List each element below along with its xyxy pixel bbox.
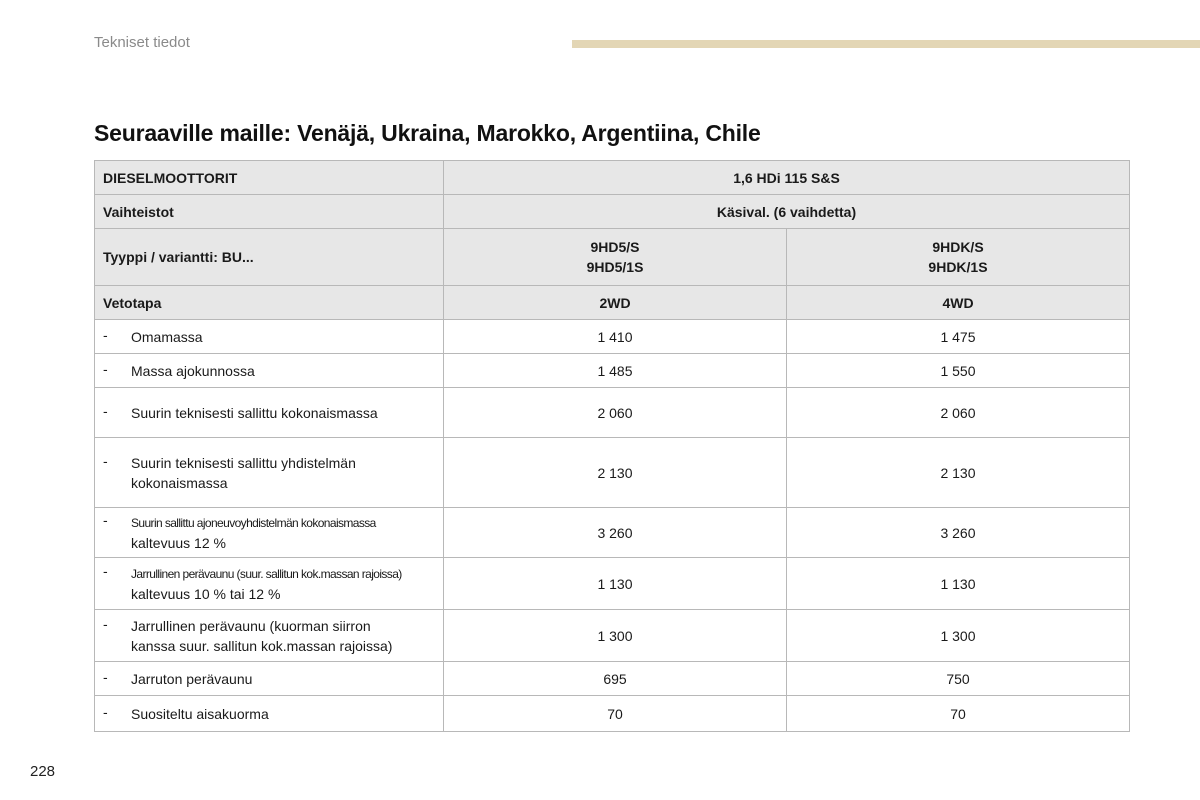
row-value-4wd: 2 130 [787,438,1130,508]
row-label: Jarrullinen perävaunu (kuorman siirron [131,617,371,634]
row-value-2wd: 2 060 [444,388,787,438]
row-value-4wd: 1 130 [787,558,1130,610]
section-title: Tekniset tiedot [94,34,190,51]
type-col2-line2: 9HDK/1S [928,259,988,275]
header-decoration-bar [572,40,1200,48]
type-col1 [444,229,787,286]
table-row [95,662,1130,696]
type-col1-line2: 9HD5/1S [586,259,644,275]
row-sublabel: kokonaismassa [131,474,228,491]
table-row [95,696,1130,732]
bullet-dash: - [103,563,108,579]
row-value-2wd: 1 410 [444,320,787,354]
bullet-dash: - [103,512,108,528]
engines-label: DIESELMOOTTORIT [95,161,444,195]
row-value-2wd: 70 [444,696,787,732]
drive-row [95,286,1130,320]
page-number: 228 [30,763,56,780]
table-row [95,508,1130,558]
gearbox-label: Vaihteistot [95,195,444,229]
page-heading: Seuraaville maille: Venäjä, Ukraina, Marokko, Argentiina, Chile [94,120,761,146]
row-value-4wd: 1 550 [787,354,1130,388]
specifications-table [94,160,1130,732]
row-label: Jarruton perävaunu [131,670,253,687]
bullet-dash: - [103,452,108,469]
row-value-2wd: 1 485 [444,354,787,388]
row-sublabel: kanssa suur. sallitun kok.massan rajoissa) [131,637,393,654]
row-value-2wd: 1 300 [444,610,787,662]
row-value-4wd: 1 475 [787,320,1130,354]
row-sublabel: kaltevuus 10 % tai 12 % [131,586,281,602]
table-row [95,438,1130,508]
row-value-2wd: 695 [444,662,787,696]
drive-col2: 4WD [787,286,1130,320]
row-label: Suurin sallittu ajoneuvoyhdistelmän kokonaismassa [131,516,376,530]
engine-value: 1,6 HDi 115 S&S [444,161,1130,195]
row-value-4wd: 3 260 [787,508,1130,558]
engine-row [95,161,1130,195]
row-sublabel: kaltevuus 12 % [131,535,226,551]
gearbox-value: Käsival. (6 vaihdetta) [444,195,1130,229]
row-value-2wd: 2 130 [444,438,787,508]
row-label: Omamassa [131,328,203,345]
type-col1-line1: 9HD5/S [590,239,640,255]
type-col2 [787,229,1130,286]
type-label: Tyyppi / variantti: BU... [95,229,444,286]
row-label: Jarrullinen perävaunu (suur. sallitun kok.massan rajoissa) [131,567,402,581]
row-label: Suositeltu aisakuorma [131,705,269,722]
bullet-dash: - [103,326,108,343]
type-row [95,229,1130,286]
row-value-2wd: 3 260 [444,508,787,558]
row-value-4wd: 70 [787,696,1130,732]
row-label: Massa ajokunnossa [131,362,255,379]
row-label: Suurin teknisesti sallittu yhdistelmän [131,454,356,471]
row-value-2wd: 1 130 [444,558,787,610]
bullet-dash: - [103,703,108,720]
bullet-dash: - [103,402,108,419]
drive-col1: 2WD [444,286,787,320]
drive-label: Vetotapa [95,286,444,320]
row-value-4wd: 1 300 [787,610,1130,662]
row-value-4wd: 2 060 [787,388,1130,438]
table-row [95,354,1130,388]
row-label: Suurin teknisesti sallittu kokonaismassa [131,404,378,421]
table-row [95,388,1130,438]
bullet-dash: - [103,668,108,685]
type-col2-line1: 9HDK/S [932,239,984,255]
table-row [95,320,1130,354]
table-row [95,610,1130,662]
table-row [95,558,1130,610]
bullet-dash: - [103,360,108,377]
row-value-4wd: 750 [787,662,1130,696]
bullet-dash: - [103,615,108,632]
gearbox-row [95,195,1130,229]
